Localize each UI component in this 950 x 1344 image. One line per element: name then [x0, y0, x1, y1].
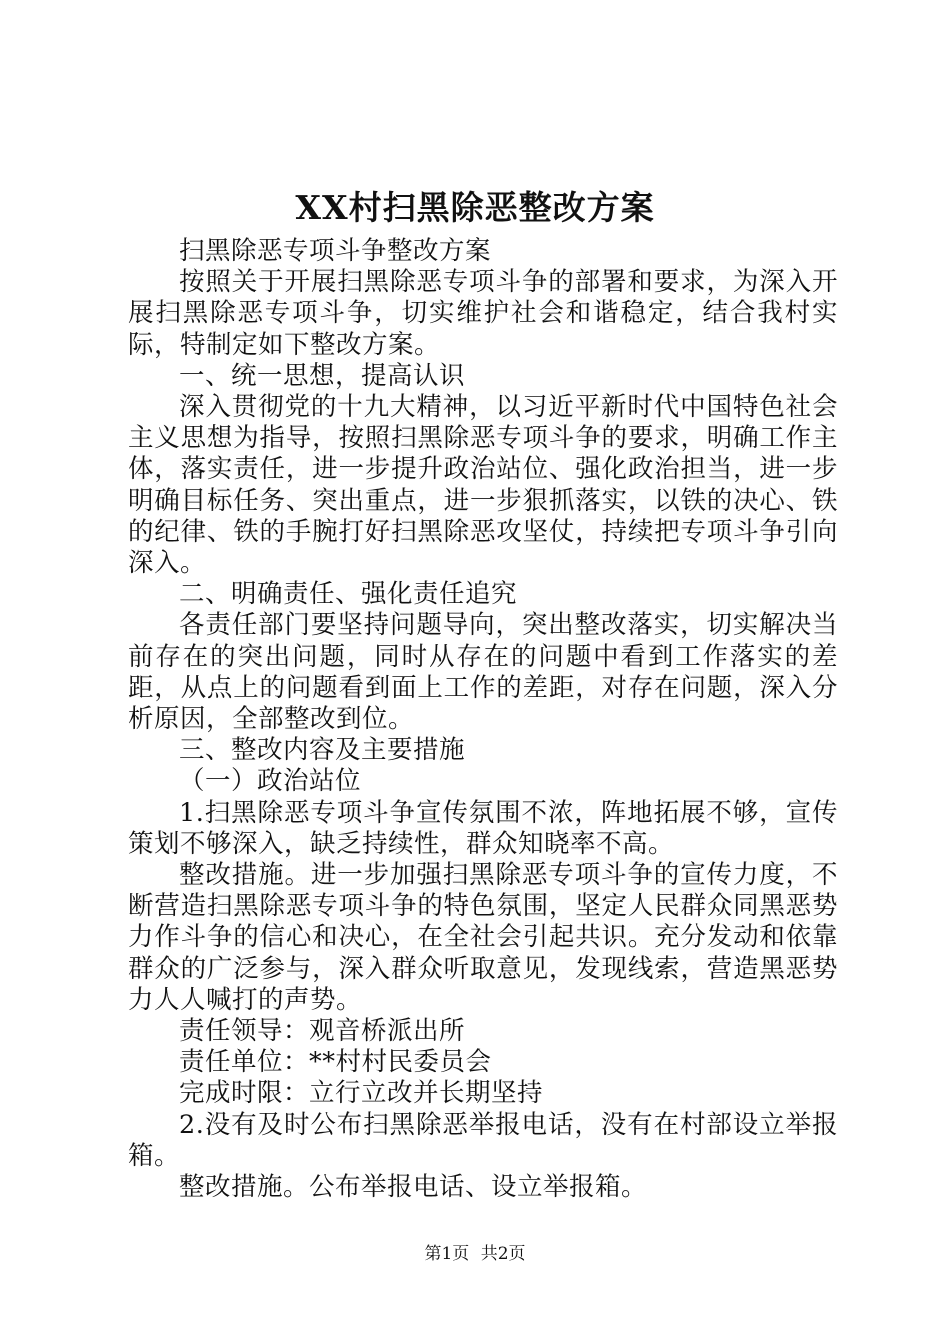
paragraph: 2.没有及时公布扫黑除恶举报电话，没有在村部设立举报箱。 [128, 1109, 838, 1171]
subsection-heading: （一）政治站位 [179, 766, 362, 797]
page-total: 共2页 [480, 1244, 526, 1264]
page-number: 第1页 [424, 1244, 470, 1264]
paragraph: 责任单位：**村村民委员会 [179, 1047, 492, 1078]
document-title: XX村扫黑除恶整改方案 [295, 188, 655, 227]
paragraph: 各责任部门要坚持问题导向，突出整改落实，切实解决当前存在的突出问题，同时从存在的问题中看到工作落实的差距，从点上的问题看到面上工作的差距，对存在问题，深入分析原因，全部整改到位。 [128, 610, 838, 735]
paragraph: 整改措施。公布举报电话、设立举报箱。 [179, 1172, 648, 1203]
section-heading: 二、明确责任、强化责任追究 [179, 579, 518, 610]
paragraph: 扫黑除恶专项斗争整改方案 [179, 236, 492, 266]
document-body [128, 236, 838, 1203]
paragraph: 1.扫黑除恶专项斗争宣传氛围不浓，阵地拓展不够，宣传策划不够深入，缺乏持续性，群众知晓率不高。 [128, 797, 838, 859]
paragraph: 深入贯彻党的十九大精神，以习近平新时代中国特色社会主义思想为指导，按照扫黑除恶专项斗争的要求，明确工作主体，落实责任，进一步提升政治站位、强化政治担当，进一步明确目标任务、突出重点，进一步狠抓落实，以铁的决心、铁的纪律、铁的手腕打好扫黑除恶攻坚仗，持续把专项斗争引向深入。 [128, 392, 838, 579]
paragraph: 责任领导：观音桥派出所 [179, 1016, 466, 1047]
paragraph: 整改措施。进一步加强扫黑除恶专项斗争的宣传力度，不断营造扫黑除恶专项斗争的特色氛围，坚定人民群众同黑恶势力作斗争的信心和决心，在全社会引起共识。充分发动和依靠群众的广泛参与，深入群众听取意见，发现线索，营造黑恶势力人人喊打的声势。 [128, 860, 838, 1015]
page-footer [0, 1242, 950, 1266]
section-heading: 一、统一思想，提高认识 [179, 360, 466, 391]
paragraph: 按照关于开展扫黑除恶专项斗争的部署和要求，为深入开展扫黑除恶专项斗争，切实维护社会和谐稳定，结合我村实际，特制定如下整改方案。 [128, 267, 838, 360]
paragraph: 完成时限：立行立改并长期坚持 [179, 1078, 544, 1109]
section-heading: 三、整改内容及主要措施 [179, 735, 466, 766]
